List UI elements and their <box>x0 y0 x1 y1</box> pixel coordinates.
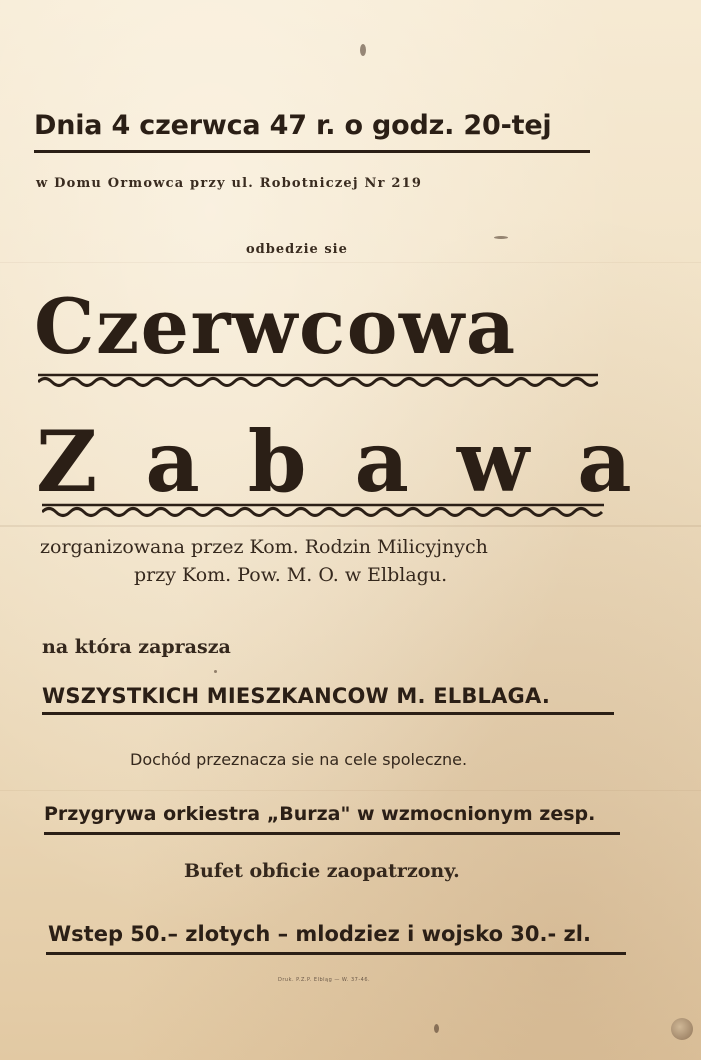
fold-line <box>0 262 701 263</box>
pin-icon <box>671 1018 693 1040</box>
event-title-line2: Zabawa <box>36 412 680 511</box>
organizer-line2: przy Kom. Pow. M. O. w Elblagu. <box>134 564 448 586</box>
income-line: Dochód przeznacza sie na cele spoleczne. <box>130 750 468 769</box>
entry-underline <box>46 952 626 955</box>
audience-line: WSZYSTKICH MIESZKANCOW M. ELBLAGA. <box>42 684 551 708</box>
announce-text: odbedzie sie <box>246 242 348 257</box>
music-line: Przygrywa orkiestra „Burza" w wzmocnionym zesp. <box>44 803 596 825</box>
printer-note: Druk. P.Z.P. Elbląg — W. 37-46. <box>278 977 371 983</box>
ornament-border-icon <box>42 502 604 518</box>
date-line: Dnia 4 czerwca 47 r. o godz. 20-tej <box>34 110 552 141</box>
audience-underline <box>42 712 614 715</box>
paper-speck <box>434 1024 439 1033</box>
paper-speck <box>360 44 366 56</box>
date-underline <box>34 150 590 153</box>
buffet-line: Bufet obficie zaopatrzony. <box>184 860 460 882</box>
fold-line <box>0 525 701 527</box>
paper-speck <box>494 236 508 239</box>
entry-price-line: Wstep 50.– zlotych – mlodziez i wojsko 30.- zl. <box>48 922 591 946</box>
invite-line: na która zaprasza <box>42 636 231 658</box>
ornament-border-icon <box>38 372 598 388</box>
fold-line <box>0 790 701 791</box>
paper-speck <box>214 670 217 673</box>
venue-line: w Domu Ormowca przy ul. Robotniczej Nr 219 <box>36 176 423 191</box>
event-title-line1: Czerwcowa <box>34 282 517 371</box>
music-underline <box>44 832 620 835</box>
organizer-line1: zorganizowana przez Kom. Rodzin Milicyjnych <box>40 536 488 558</box>
